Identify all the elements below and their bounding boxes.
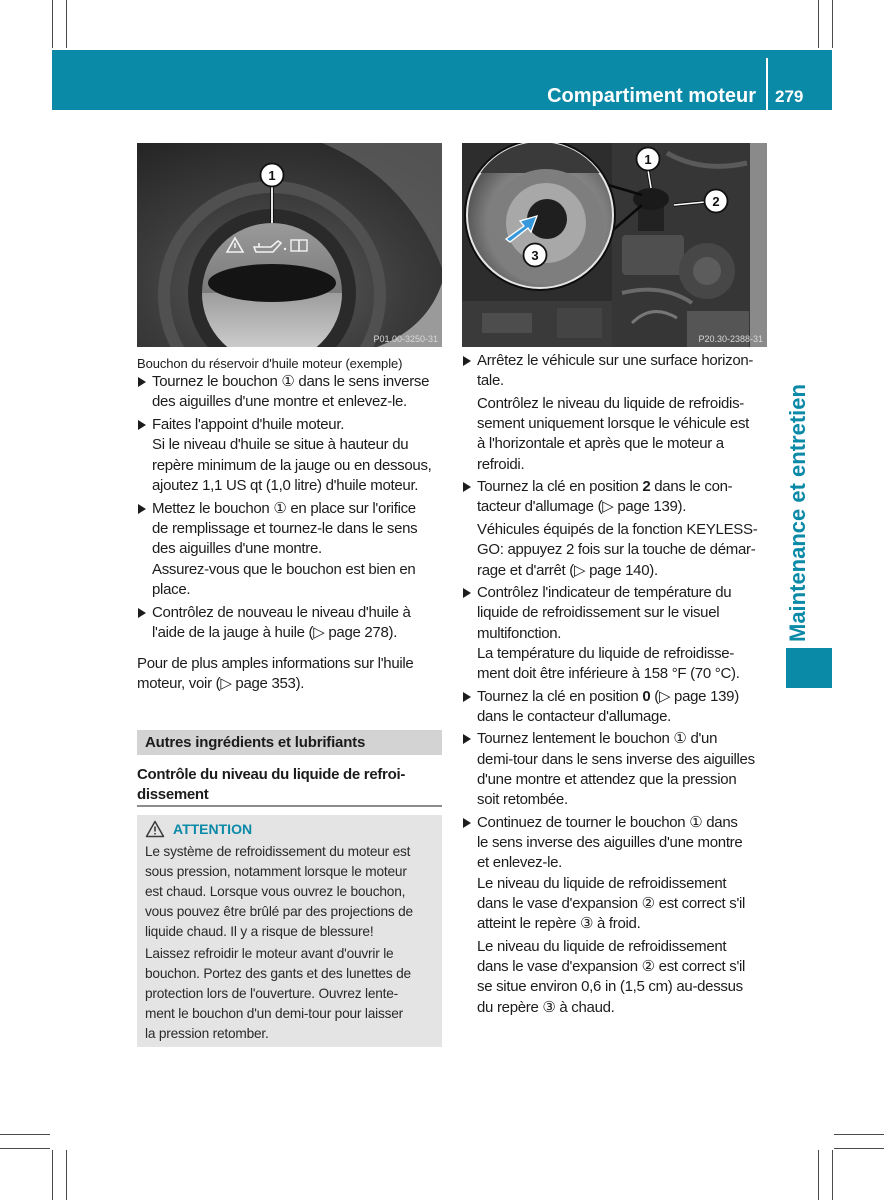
coolant-check-steps bbox=[462, 351, 767, 1018]
step-text: Mettez le bouchon ① en place sur l'orifice de remplissage et tournez-le dans le sens des aiguilles d'une montre. Assurez-vous que le bouchon est bien en place. bbox=[152, 499, 418, 598]
section-heading: Autres ingrédients et lubrifiants bbox=[145, 734, 366, 751]
step-refit-cap bbox=[137, 499, 442, 600]
step-remove-cap-check-level bbox=[462, 813, 767, 1018]
bullet-icon bbox=[138, 377, 146, 387]
figure-reference: P01.00-3250-31 bbox=[373, 334, 438, 344]
section-title: Compartiment moteur bbox=[547, 85, 756, 107]
step-remove-cap bbox=[137, 372, 442, 413]
figure-caption: Bouchon du réservoir d'huile moteur (exemple) bbox=[137, 356, 403, 371]
warning-triangle-icon bbox=[145, 820, 165, 838]
header-divider bbox=[766, 58, 768, 110]
figure-reference: P20.30-2388-31 bbox=[698, 334, 763, 344]
oil-refill-steps bbox=[137, 372, 442, 643]
step-text-tail: dans le con- tacteur d'allumage (▷ page 139). bbox=[477, 478, 733, 516]
bullet-icon bbox=[463, 692, 471, 702]
bullet-icon bbox=[138, 420, 146, 430]
figure-oil-filler-cap bbox=[137, 143, 442, 347]
chapter-tab-label: Maintenance et entretien bbox=[785, 384, 810, 642]
crop-mark bbox=[66, 1150, 67, 1200]
bullet-icon bbox=[463, 588, 471, 598]
oil-cap-photo bbox=[137, 143, 442, 347]
crop-mark bbox=[52, 1150, 53, 1200]
figure-coolant-expansion-tank bbox=[462, 143, 767, 347]
subheading-rule bbox=[137, 805, 442, 807]
step-text: Contrôlez de nouveau le niveau d'huile à l'aide de la jauge à huile (▷ page 278). bbox=[152, 603, 411, 642]
step-text-lead: Tournez la clé en position bbox=[477, 478, 643, 496]
step-text: Arrêtez le véhicule sur une surface horizon- tale. bbox=[477, 352, 754, 390]
step-recheck-level bbox=[137, 603, 442, 644]
crop-mark bbox=[52, 0, 53, 48]
section-heading-box bbox=[137, 730, 442, 755]
chapter-tab-marker bbox=[786, 648, 832, 688]
callout-number: 2 bbox=[712, 194, 720, 209]
step-top-up-oil bbox=[137, 415, 442, 496]
warning-paragraph: Le système de refroidissement du moteur est sous pression, notamment lorsque le moteur est chaud. Lorsque vous ouvrez le bouchon, vous pouvez être brûlé par des projections de liquide chaud. Il y a risque de blessure! bbox=[145, 844, 413, 939]
step-key-position-0 bbox=[462, 687, 767, 728]
warning-box bbox=[137, 815, 442, 1047]
bullet-icon bbox=[463, 356, 471, 366]
bullet-icon bbox=[463, 734, 471, 744]
crop-mark bbox=[834, 1134, 884, 1135]
warning-paragraph: Laissez refroidir le moteur avant d'ouvrir le bouchon. Portez des gants et des lunettes de protection lors de l'ouverture. Ouvrez lente- ment le bouchon d'un demi-tour pour laisser la pression retomber. bbox=[145, 946, 411, 1041]
further-info-note: Pour de plus amples informations sur l'huile moteur, voir (▷ page 353). bbox=[137, 655, 414, 693]
crop-mark bbox=[0, 1134, 50, 1135]
step-text: Tournez lentement le bouchon ① d'un demi-tour dans le sens inverse des aiguilles d'une montre et attendez que la pression soit retombée. bbox=[477, 730, 755, 809]
step-key-position-2 bbox=[462, 477, 767, 581]
step-check-temperature bbox=[462, 583, 767, 684]
key-position-value: 0 bbox=[642, 687, 651, 705]
step-park-level bbox=[462, 351, 767, 475]
bullet-icon bbox=[463, 818, 471, 828]
crop-mark bbox=[66, 0, 67, 48]
bullet-icon bbox=[463, 482, 471, 492]
callout-number: 1 bbox=[268, 168, 276, 183]
step-release-pressure bbox=[462, 729, 767, 810]
step-text: Tournez le bouchon ① dans le sens inverse des aiguilles d'une montre et enlevez-le. bbox=[152, 373, 430, 411]
crop-mark bbox=[818, 1150, 819, 1200]
bullet-icon bbox=[138, 608, 146, 618]
step-text: Véhicules équipés de la fonction KEYLESS- GO: appuyez 2 fois sur la touche de démar- rage et d'arrêt (▷ page 140). bbox=[477, 520, 758, 579]
step-text: Continuez de tourner le bouchon ① dans le sens inverse des aiguilles d'une montre et enlevez-le. Le niveau du liquide de refroidissement dans le vase d'expansion ② est correct s'il atteint le repère ③ à froid. bbox=[477, 813, 746, 933]
step-text: Le niveau du liquide de refroidissement dans le vase d'expansion ② est correct s'il se situe environ 0,6 in (1,5 cm) au-dessus du repère ③ à chaud. bbox=[477, 937, 746, 1016]
callout-number: 3 bbox=[531, 248, 539, 263]
page-number: 279 bbox=[775, 87, 804, 106]
warning-title: ATTENTION bbox=[173, 821, 253, 837]
subheading: Contrôle du niveau du liquide de refroi- dissement bbox=[137, 766, 406, 804]
engine-compartment-photo bbox=[462, 143, 767, 347]
step-text: Contrôlez l'indicateur de température du liquide de refroidissement sur le visuel multifonction. La température du liquide de refroidisse- ment doit être inférieure à 158 °F (70 °C). bbox=[477, 584, 740, 683]
step-text-tail: (▷ page 139) dans le contacteur d'allumage. bbox=[477, 687, 739, 725]
key-position-value: 2 bbox=[642, 478, 651, 496]
crop-mark bbox=[834, 1148, 884, 1149]
step-text bbox=[477, 687, 767, 728]
crop-mark bbox=[832, 0, 833, 48]
crop-mark bbox=[832, 1150, 833, 1200]
warning-body bbox=[145, 842, 413, 1044]
bullet-icon bbox=[138, 504, 146, 514]
callout-number: 1 bbox=[644, 152, 652, 167]
crop-mark bbox=[818, 0, 819, 48]
step-text: Faites l'appoint d'huile moteur. Si le niveau d'huile se situe à hauteur du repère minimum de la jauge ou en dessous, ajoutez 1,1 US qt (1,0 litre) d'huile moteur. bbox=[152, 416, 432, 494]
step-text-lead: Tournez la clé en position bbox=[477, 687, 643, 705]
step-text bbox=[477, 477, 767, 518]
step-text: Contrôlez le niveau du liquide de refroidis- sement uniquement lorsque le véhicule est à l'horizontale et après que le moteur a refroidi. bbox=[477, 394, 750, 473]
crop-mark bbox=[0, 1148, 50, 1149]
